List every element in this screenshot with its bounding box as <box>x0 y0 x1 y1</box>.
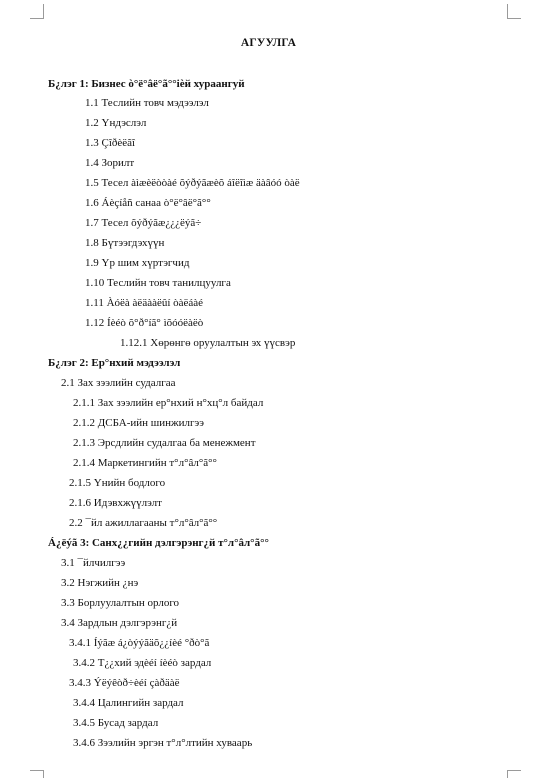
toc-item-2-1-3[interactable]: 2.1.3 Эрсдлийн судалгаа ба менежмент <box>73 437 256 449</box>
toc-item-2-1-2[interactable]: 2.1.2 ДСБА-ийн шинжилгээ <box>73 417 204 429</box>
toc-item-3-4-1[interactable]: 3.4.1 Íýãæ á¿òýýãäõ¿¿íèé °ðò°ã <box>69 637 210 649</box>
toc-item-3-1[interactable]: 3.1 ¯йлчилгээ <box>61 557 126 569</box>
toc-item-1-12-1[interactable]: 1.12.1 Хөрөнгө оруулалтын эх үүсвэр <box>120 337 296 349</box>
toc-item-1-2[interactable]: 1.2 Үндэслэл <box>85 117 147 129</box>
toc-item-2-1[interactable]: 2.1 Зах зээлийн судалгаа <box>61 377 176 389</box>
toc-item-3-4[interactable]: 3.4 Зардлын дэлгэрэнг¿й <box>61 617 178 629</box>
crop-mark-bottom-right-h <box>507 770 521 771</box>
toc-item-1-11[interactable]: 1.11 Àóëà àëäààëûí òàëáàé <box>85 297 204 309</box>
crop-mark-top-right-v <box>507 4 508 18</box>
toc-item-3-4-2[interactable]: 3.4.2 Т¿¿хий эдèéí íèéò зардал <box>73 657 212 669</box>
crop-mark-top-left-h <box>30 18 44 19</box>
crop-mark-bottom-left-h <box>30 770 44 771</box>
toc-item-1-10[interactable]: 1.10 Теслийн товч танилцуулга <box>85 277 231 289</box>
toc-item-2-1-4[interactable]: 2.1.4 Маркетингийн т°л°âл°ã°° <box>73 457 217 469</box>
crop-mark-bottom-right-v <box>507 770 508 778</box>
crop-mark-top-left-v <box>43 4 44 18</box>
toc-item-1-9[interactable]: 1.9 Үр шим хүртэгчид <box>85 257 190 269</box>
toc-item-3-4-6[interactable]: 3.4.6 Зээлийн эргэн т°л°лтийн хуваарь <box>73 737 253 749</box>
toc-item-3-4-4[interactable]: 3.4.4 Цалингийн зардал <box>73 697 184 709</box>
page-title: АГУУЛГА <box>240 37 297 49</box>
toc-item-1-7[interactable]: 1.7 Тесел õýðýãæ¿¿¿ëýã÷ <box>85 217 202 229</box>
toc-chapter-1[interactable]: Б¿лэг 1: Бизнес ò°ë°âë°ã°°ièй хураангуй <box>48 78 245 90</box>
crop-mark-top-right-h <box>507 18 521 19</box>
toc-item-2-1-1[interactable]: 2.1.1 Зах зээлийн ер°нхий н°хц°л байдал <box>73 397 264 409</box>
toc-item-2-2[interactable]: 2.2 ¯йл ажиллагааны т°л°âл°ã°° <box>69 517 218 529</box>
toc-item-1-4[interactable]: 1.4 Зорилт <box>85 157 135 169</box>
toc-item-3-3[interactable]: 3.3 Борлуулалтын орлого <box>61 597 180 609</box>
toc-item-3-4-5[interactable]: 3.4.5 Бусад зардал <box>73 717 159 729</box>
toc-item-1-1[interactable]: 1.1 Теслийн товч мэдээлэл <box>85 97 209 109</box>
toc-item-3-2[interactable]: 3.2 Нэгжийн ¿нэ <box>61 577 139 589</box>
toc-item-2-1-6[interactable]: 2.1.6 Идэвхжүүлэлт <box>69 497 162 509</box>
toc-item-1-6[interactable]: 1.6 Áèçíåñ санаа ò°ë°âë°ã°° <box>85 197 211 209</box>
toc-item-2-1-5[interactable]: 2.1.5 Үнийн бодлого <box>69 477 166 489</box>
toc-item-1-5[interactable]: 1.5 Тесел àìæèëòòàé õýðýãæèõ áîëîìæ äàâóó òàë <box>85 177 300 189</box>
toc-item-3-4-3[interactable]: 3.4.3 Ýëýêòð÷èéí çàðäàë <box>69 677 180 689</box>
toc-chapter-2[interactable]: Б¿лэг 2: Ер°нхий мэдээлэл <box>48 357 181 369</box>
toc-item-1-8[interactable]: 1.8 Бүтээгдэхүүн <box>85 237 165 249</box>
toc-item-1-3[interactable]: 1.3 Çîðèëãî <box>85 137 136 149</box>
toc-item-1-12[interactable]: 1.12 Íèéò õ°ð°íã° ìõóóëàëò <box>85 317 204 329</box>
toc-chapter-3[interactable]: Á¿ëýã 3: Санх¿¿гийн дэлгэрэнг¿й т°л°âл°ã°° <box>48 537 269 549</box>
crop-mark-bottom-left-v <box>43 770 44 778</box>
